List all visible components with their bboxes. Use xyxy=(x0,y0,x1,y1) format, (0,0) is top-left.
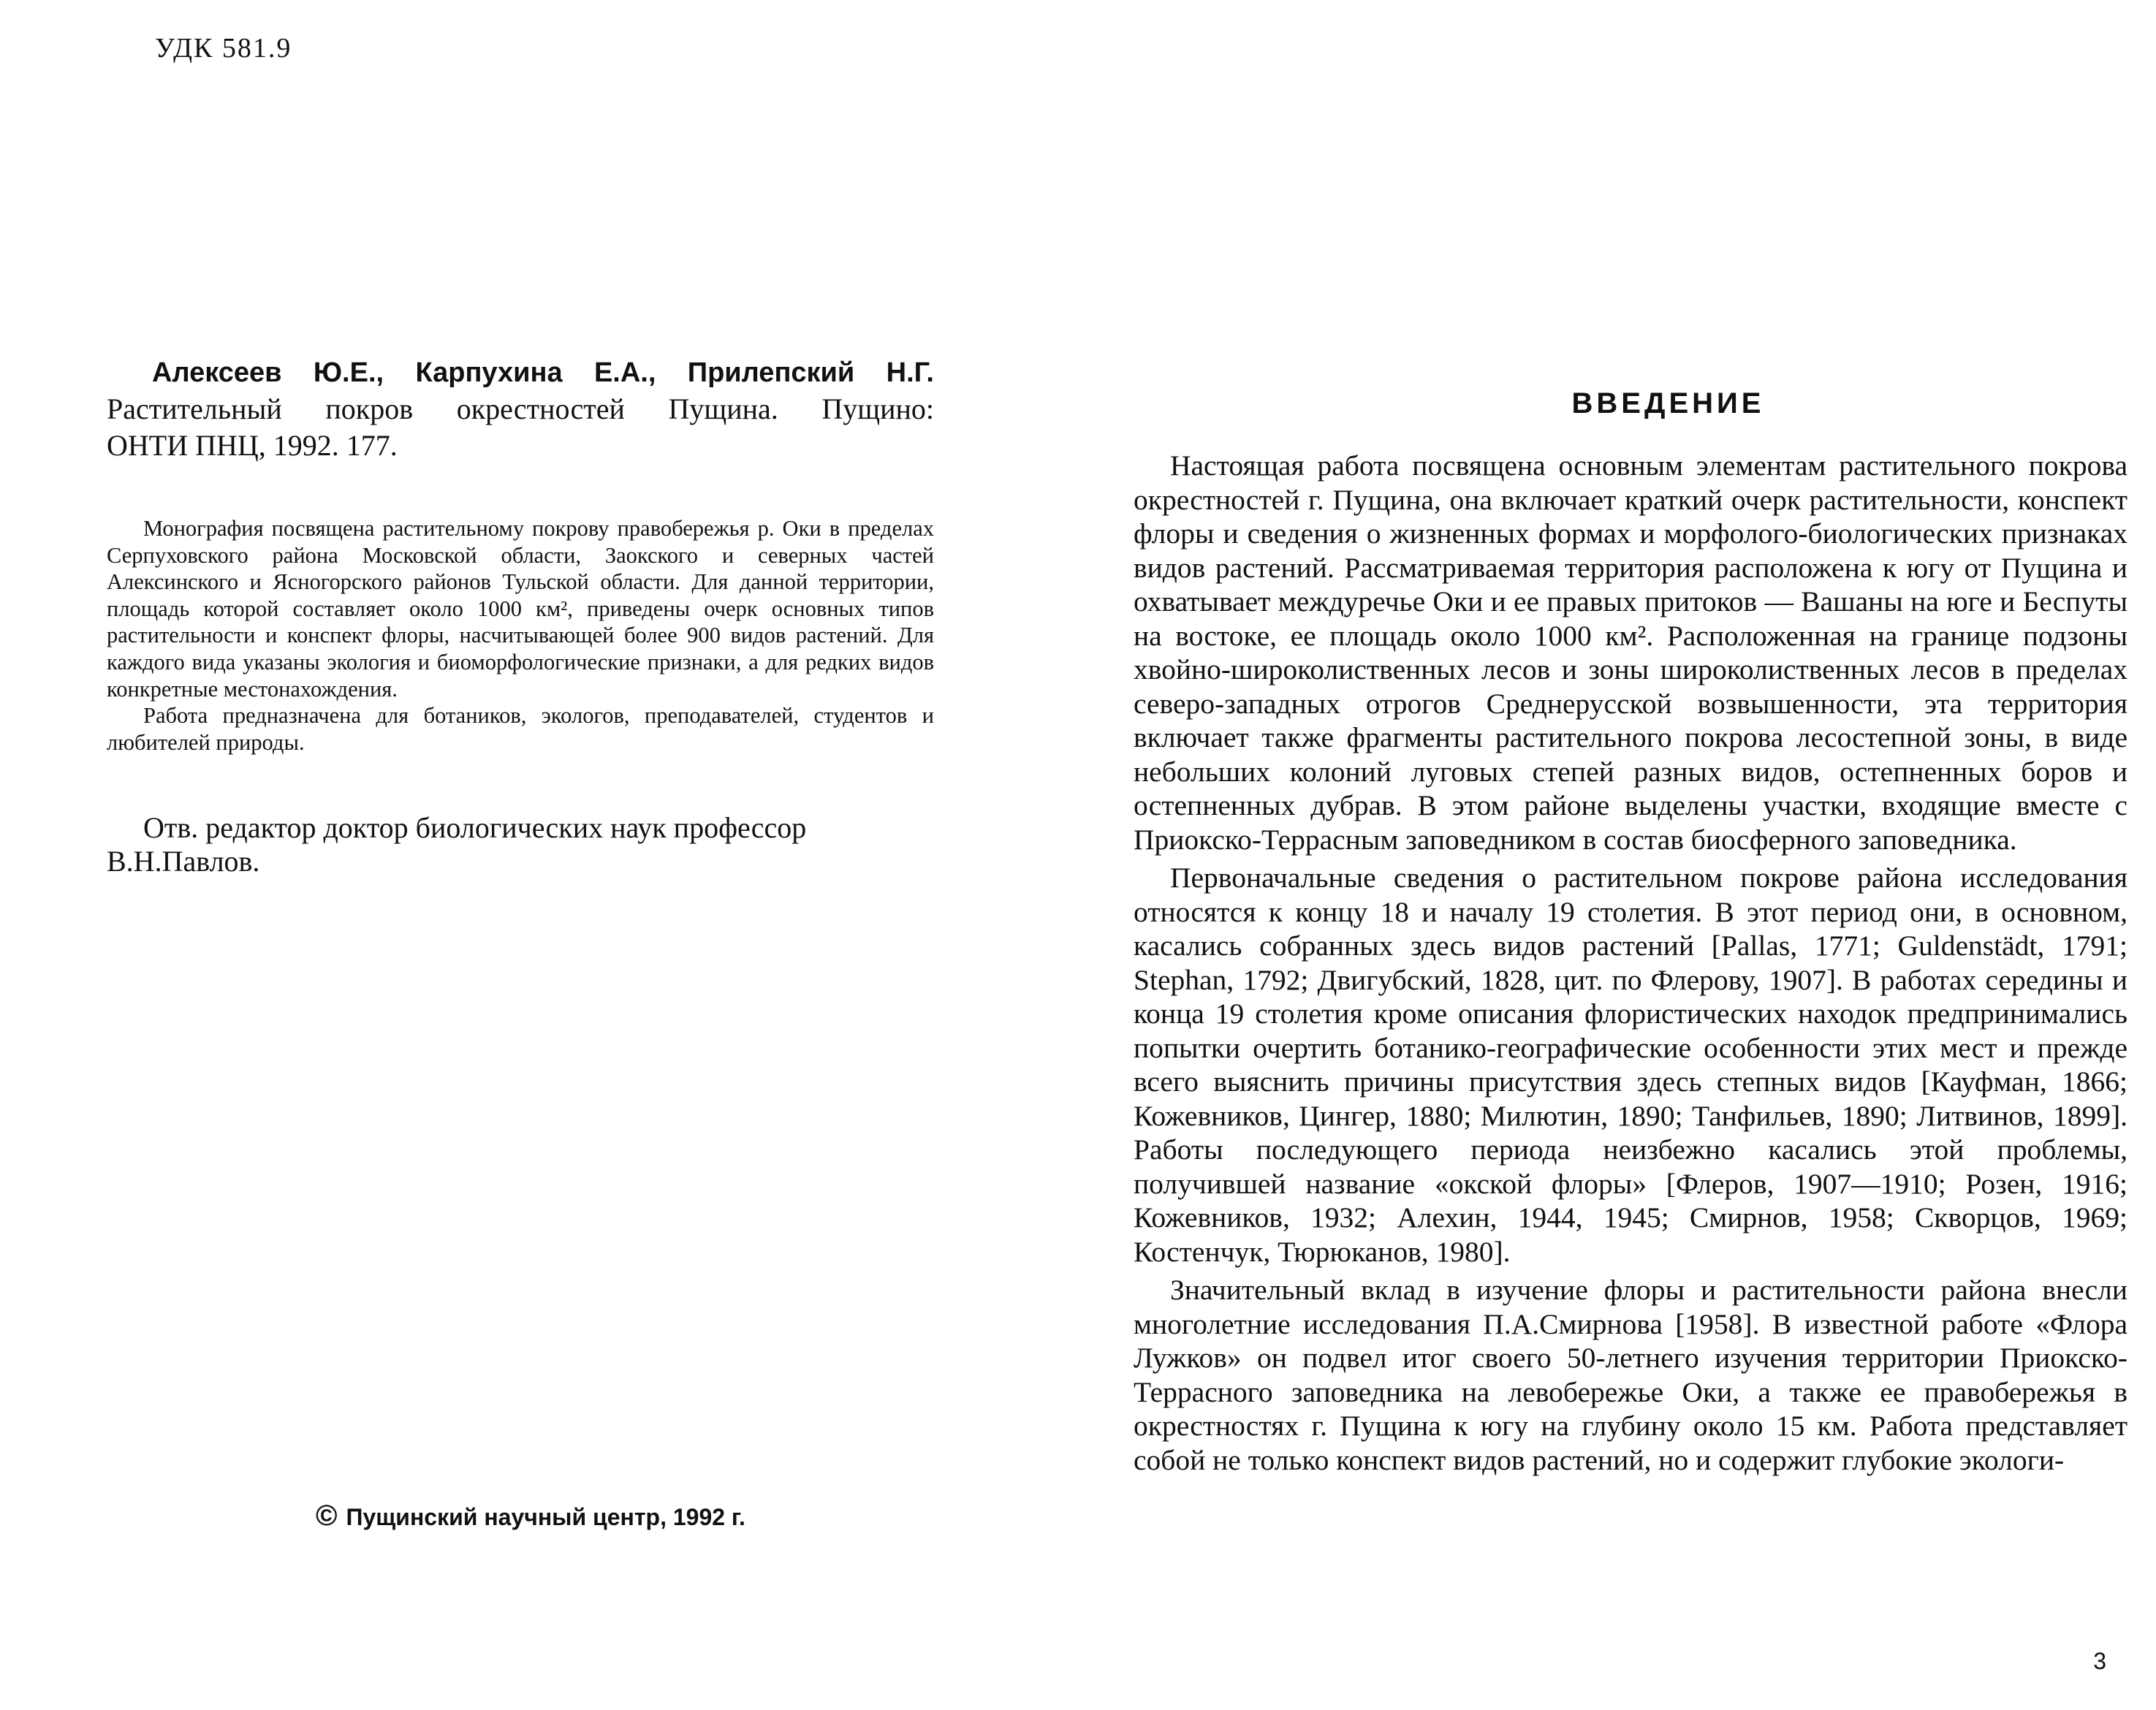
body-paragraph: Настоящая работа посвящена основным элементам растительного покрова окрестностей г. Пущина, она включает краткий очерк растительности, конспект флоры и сведения о жизненных формах и морфолого-биологических признаках видов растений. Рассматриваемая территория расположена к югу от Пущина и охватывает междуречье Оки и ее правых притоков — Вашаны на юге и Беспуты на востоке, ее площадь около 1000 км². Расположенная на границе подзоны хвойно-широколиственных лесов и зоны широколиственных лесов в пределах северо-западных отрогов Среднерусской возвышенности, эта территория включает также фрагменты растительного покрова лесостепной зоны, в виде небольших колоний луговых степей разных видов, остепненных боров и остепненных дубрав. В этом районе выделены участки, входящие вместе с Приокско-Террасным заповедником в состав биосферного заповедника. xyxy=(1134,449,2127,856)
page-number: 3 xyxy=(2093,1648,2106,1674)
annotation xyxy=(107,515,934,756)
editor-note xyxy=(107,811,934,878)
book-title: Растительный покров окрестностей Пущина. Пущино: xyxy=(107,392,934,425)
body-paragraph: Первоначальные сведения о растительном покрове района исследования относятся к концу 18 и началу 19 столетия. В этот период они, в основном, касались собранных здесь видов растений [Pallas, 1771; Guldenstädt, 1791; Stephan, 1792; Двигубский, 1828, цит. по Флерову, 1907]. В работах середины и конца 19 столетия кроме описания флористических находок предпринимались попытки очертить ботанико-географические особенности этих мест и прежде всего выяснить причины присутствия здесь степных видов [Кауфман, 1866; Кожевников, Цингер, 1880; Милютин, 1890; Танфильев, 1890; Литвинов, 1899]. Работы последующего периода неизбежно касались этой проблемы, получившей название «окской флоры» [Флеров, 1907—1910; Розен, 1916; Кожевников, 1932; Алехин, 1944, 1945; Смирнов, 1958; Скворцов, 1969; Костенчук, Тюрюканов, 1980]. xyxy=(1134,862,2127,1268)
copyright-icon: © xyxy=(316,1500,338,1532)
copyright-text: Пущинский научный центр, 1992 г. xyxy=(346,1504,745,1530)
body-paragraph: Значительный вклад в изучение флоры и растительности района внесли многолетние исследования П.А.Смирнова [1958]. В известной работе «Флора Лужков» он подвел итог своего 50-летнего изучения территории Приокско-Террасного заповедника на левобережье Оки, а также ее правобережья в окрестностях г. Пущина к югу на глубину около 15 км. Работа представляет собой не только конспект видов растений, но и содержит глубокие экологи- xyxy=(1134,1274,2127,1476)
udk-code: УДК 581.9 xyxy=(155,33,292,64)
chapter-heading: ВВЕДЕНИЕ xyxy=(1571,387,1765,419)
annotation-paragraph: Монография посвящена растительному покрову правобережья р. Оки в пределах Серпуховского района Московской области, Заокского и северных частей Алексинского и Ясногорского районов Тульской области. Для данной территории, площадь которой составляет около 1000 км², приведены очерк основных типов растительности и конспект флоры, насчитывающей более 900 видов растений. Для каждого вида указаны экология и биоморфологические признаки, а для редких видов конкретные местонахождения. xyxy=(107,516,934,702)
right-page xyxy=(1078,0,2156,1710)
introduction-body xyxy=(1134,449,2127,1481)
editor-text: Отв. редактор доктор биологических наук профессор В.Н.Павлов. xyxy=(107,811,807,878)
copyright-line xyxy=(316,1500,745,1532)
annotation-paragraph: Работа предназначена для ботаников, экологов, преподавателей, студентов и любителей природы. xyxy=(107,703,934,755)
publisher-line: ОНТИ ПНЦ, 1992. 177. xyxy=(107,429,398,462)
authors: Алексеев Ю.Е., Карпухина Е.А., Прилепский Н.Г. xyxy=(152,357,934,388)
bibliographic-record xyxy=(107,354,934,464)
